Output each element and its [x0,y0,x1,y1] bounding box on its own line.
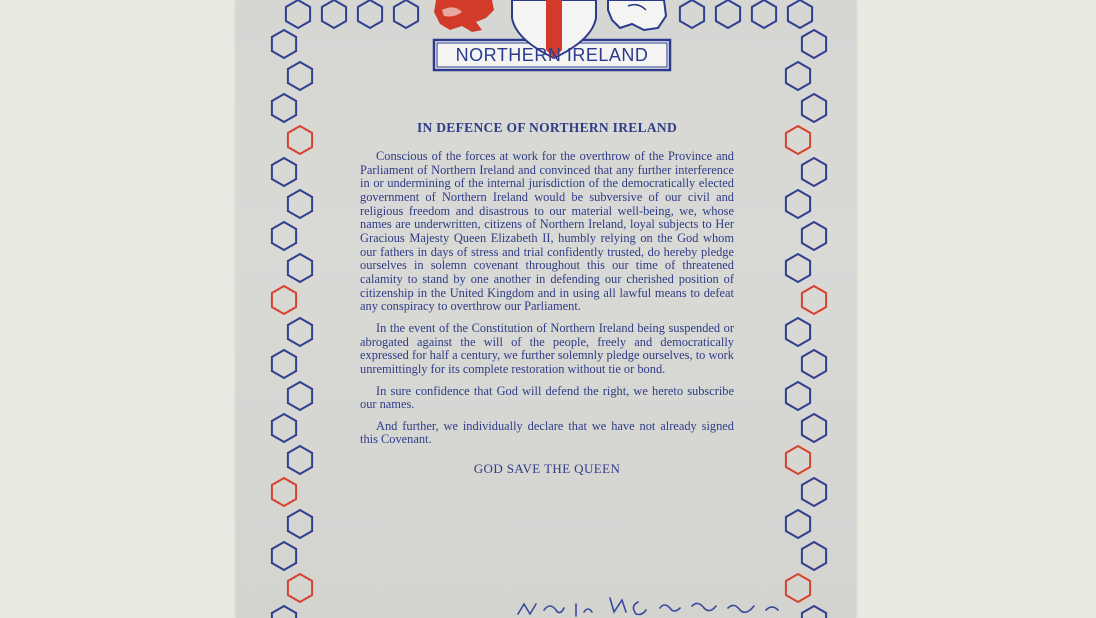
paragraph-1: Conscious of the forces at work for the overthrow of the Province and Parliament of Northern Ireland and convinced that any further interference in or undermining of the internal jurisdiction of the democratically elected government of Northern Ireland would be subversive of our civil and religious freedom and disastrous to our material well-being, we, whose names are underwritten, citizens of Northern Ireland, loyal subjects to Her Gracious Majesty Queen Elizabeth II, humbly relying on the God whom our fathers in days of stress and trial confidently trusted, do hereby pledge ourselves in solemn covenant throughout this our time of threatened calamity to stand by one another in defending our cherished position of citizenship in the United Kingdom and in using all lawful means to defeat any conspiracy to overthrow our Parliament. [360,149,734,314]
hexagon-mark [786,254,810,282]
hexagon-mark [288,126,312,154]
hexagon-mark [802,222,826,250]
lion-icon [434,0,494,32]
hexagon-mark [786,126,810,154]
hexagon-mark [272,158,296,186]
hexagon-mark [716,0,740,28]
hexagon-mark [322,0,346,28]
hexagon-mark [288,446,312,474]
paragraph-3: In sure confidence that God will defend the right, we hereto subscribe our names. [360,383,734,412]
covenant-text [360,120,734,477]
hexagon-mark [786,190,810,218]
hexagon-mark [786,446,810,474]
hexagon-mark [394,0,418,28]
hexagon-mark [272,286,296,314]
hexagon-mark [802,94,826,122]
hexagon-mark [786,510,810,538]
hexagon-mark [272,350,296,378]
hexagon-mark [272,222,296,250]
hexagon-mark [272,606,296,618]
hexagon-mark [288,382,312,410]
hexagon-mark [288,62,312,90]
hexagon-mark [288,254,312,282]
hexagon-mark [786,382,810,410]
hexagon-mark [802,542,826,570]
handwritten-signature [514,592,804,618]
hexagon-mark [752,0,776,28]
hexagon-mark [358,0,382,28]
hexagon-mark [286,0,310,28]
hexagon-mark [272,30,296,58]
hexagon-mark [272,478,296,506]
covenant-document [236,0,856,618]
closing-line: GOD SAVE THE QUEEN [473,461,621,477]
hexagon-mark [802,606,826,618]
hexagon-mark [288,510,312,538]
hexagon-mark [802,414,826,442]
hexagon-mark [788,0,812,28]
hexagon-mark [802,158,826,186]
hexagon-mark [802,286,826,314]
hexagon-mark [786,62,810,90]
emblem-label: NORTHERN IRELAND [455,45,649,65]
hexagon-mark [288,318,312,346]
document-heading: IN DEFENCE OF NORTHERN IRELAND [416,120,678,135]
hexagon-mark [288,574,312,602]
hexagon-mark [288,190,312,218]
paragraph-2: In the event of the Constitution of Northern Ireland being suspended or abrogated against the will of the people, freely and democratically expressed for half a century, we further solemnly pledge ourselves, to work unremittingly for its complete restoration without tie or bond. [360,320,734,376]
northern-ireland-emblem [432,0,672,74]
hexagon-mark [272,542,296,570]
hexagon-mark [802,350,826,378]
hexagon-mark [272,94,296,122]
hexagon-mark [802,30,826,58]
hexagon-mark [786,318,810,346]
hexagon-mark [802,478,826,506]
hexagon-mark [680,0,704,28]
hexagon-mark [272,414,296,442]
paragraph-4: And further, we individually declare that we have not already signed this Covenant. [360,418,734,447]
